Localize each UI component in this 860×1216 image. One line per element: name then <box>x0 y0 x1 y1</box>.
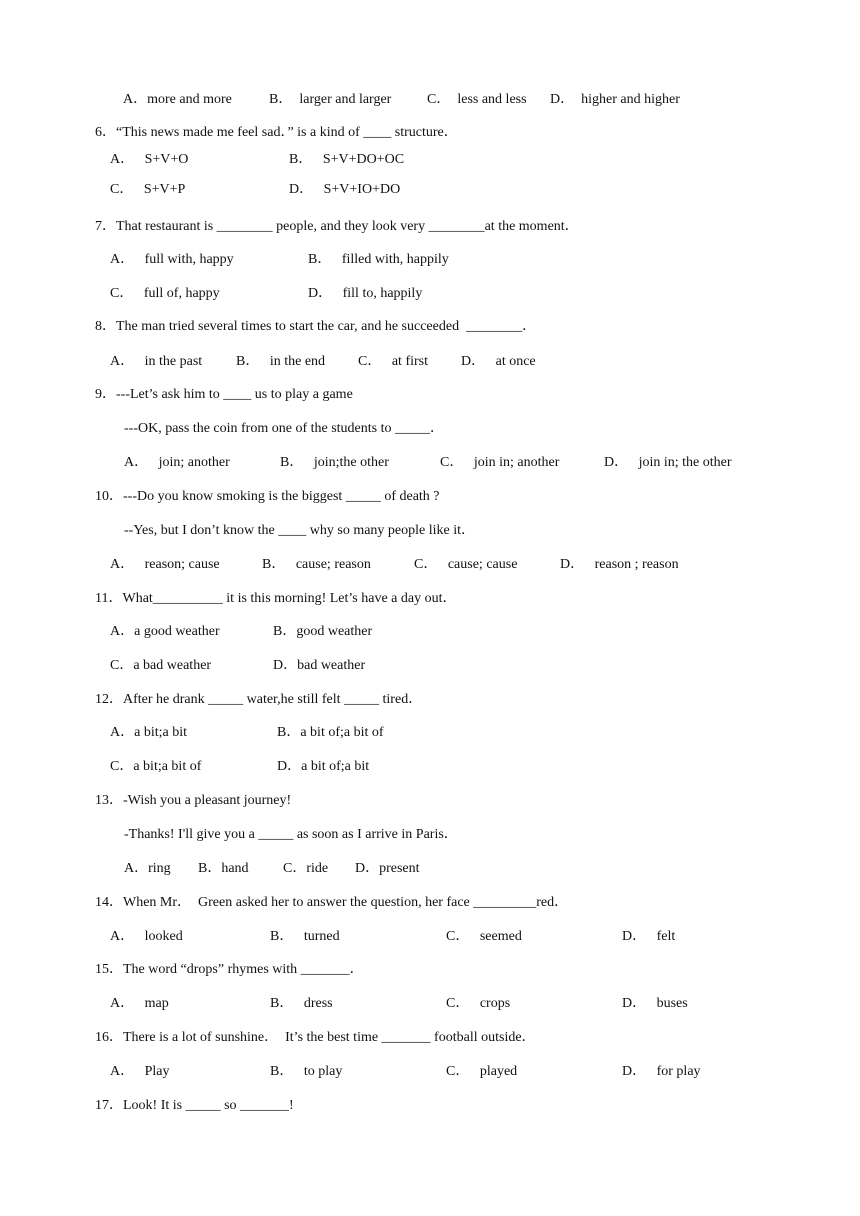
q12-stem: 12．After he drank _____ water,he still felt _____ tired． <box>95 692 423 707</box>
q10-stem: 10．---Do you know smoking is the biggest _____ of death ? <box>95 489 440 504</box>
q12-option-a: A．a bit;a bit <box>110 725 187 740</box>
q7-option-b: B． filled with, happily <box>308 252 449 267</box>
q6-option-a: A． S+V+O <box>110 152 189 167</box>
q13-option-d: D．present <box>355 861 420 876</box>
q16-stem: 16．There is a lot of sunshine． It’s the best time _______ football outside． <box>95 1030 536 1045</box>
q15-stem: 15．The word “drops” rhymes with _______． <box>95 962 364 977</box>
q6-option-b: B． S+V+DO+OC <box>289 152 405 167</box>
q14-option-c: C． seemed <box>446 929 522 944</box>
q16-option-d: D． for play <box>622 1064 701 1079</box>
q11-option-c: C．a bad weather <box>110 658 212 673</box>
q6-option-c: C． S+V+P <box>110 182 186 197</box>
q15-option-a: A． map <box>110 996 169 1011</box>
q12-option-c: C．a bit;a bit of <box>110 759 202 774</box>
q7-option-d: D． fill to, happily <box>308 286 423 301</box>
q13-stem: 13．-Wish you a pleasant journey! <box>95 793 292 808</box>
q16-option-c: C． played <box>446 1064 518 1079</box>
q12-option-d: D．a bit of;a bit <box>277 759 370 774</box>
q6-option-d: D． S+V+IO+DO <box>289 182 401 197</box>
q7-stem: 7．That restaurant is ________ people, and they look very ________at the moment． <box>95 219 579 234</box>
q8-stem: 8．The man tried several times to start the car, and he succeeded ________． <box>95 319 537 334</box>
q11-option-d: D．bad weather <box>273 658 366 673</box>
q8-option-b: B． in the end <box>236 354 326 369</box>
q8-option-a: A． in the past <box>110 354 203 369</box>
q15-option-c: C． crops <box>446 996 511 1011</box>
q10-option-c: C． cause; cause <box>414 557 518 572</box>
q11-option-a: A．a good weather <box>110 624 220 639</box>
q11-option-b: B．good weather <box>273 624 373 639</box>
q14-stem: 14．When Mr． Green asked her to answer the question, her face _________red． <box>95 895 569 910</box>
q9-option-a: A． join; another <box>124 455 230 470</box>
q12-option-b: B．a bit of;a bit of <box>277 725 384 740</box>
q14-option-b: B． turned <box>270 929 340 944</box>
q9-option-c: C． join in; another <box>440 455 560 470</box>
q14-option-d: D． felt <box>622 929 676 944</box>
q7-option-a: A． full with, happy <box>110 252 234 267</box>
q10-option-b: B． cause; reason <box>262 557 371 572</box>
q13-line2: -Thanks! I'll give you a _____ as soon as I arrive in Paris． <box>124 827 458 842</box>
q15-option-d: D． buses <box>622 996 688 1011</box>
q8-option-c: C． at first <box>358 354 428 369</box>
q13-option-c: C．ride <box>283 861 329 876</box>
q16-option-b: B． to play <box>270 1064 343 1079</box>
q8-option-d: D． at once <box>461 354 536 369</box>
q10-option-d: D． reason ; reason <box>560 557 679 572</box>
q16-option-a: A． Play <box>110 1064 170 1079</box>
q9-line2: ---OK, pass the coin from one of the students to _____． <box>124 421 444 436</box>
q17-stem: 17．Look! It is _____ so _______! <box>95 1098 294 1113</box>
q6-stem: 6．“This news made me feel sad．” is a kind of ____ structure． <box>95 125 458 140</box>
q5-option-c: C． less and less <box>427 92 527 107</box>
q9-option-b: B． join;the other <box>280 455 389 470</box>
q5-option-d: D． higher and higher <box>550 92 680 107</box>
q10-line2: --Yes, but I don’t know the ____ why so many people like it． <box>124 523 476 538</box>
q9-stem: 9．---Let’s ask him to ____ us to play a game <box>95 387 353 402</box>
q13-option-b: B．hand <box>198 861 249 876</box>
q10-option-a: A． reason; cause <box>110 557 220 572</box>
q5-option-b: B． larger and larger <box>269 92 392 107</box>
q13-option-a: A．ring <box>124 861 171 876</box>
q11-stem: 11．What__________ it is this morning! Let’s have a day out． <box>95 591 457 606</box>
q7-option-c: C． full of, happy <box>110 286 220 301</box>
q15-option-b: B． dress <box>270 996 333 1011</box>
q5-option-a: A．more and more <box>123 92 232 107</box>
q9-option-d: D． join in; the other <box>604 455 732 470</box>
q14-option-a: A． looked <box>110 929 183 944</box>
